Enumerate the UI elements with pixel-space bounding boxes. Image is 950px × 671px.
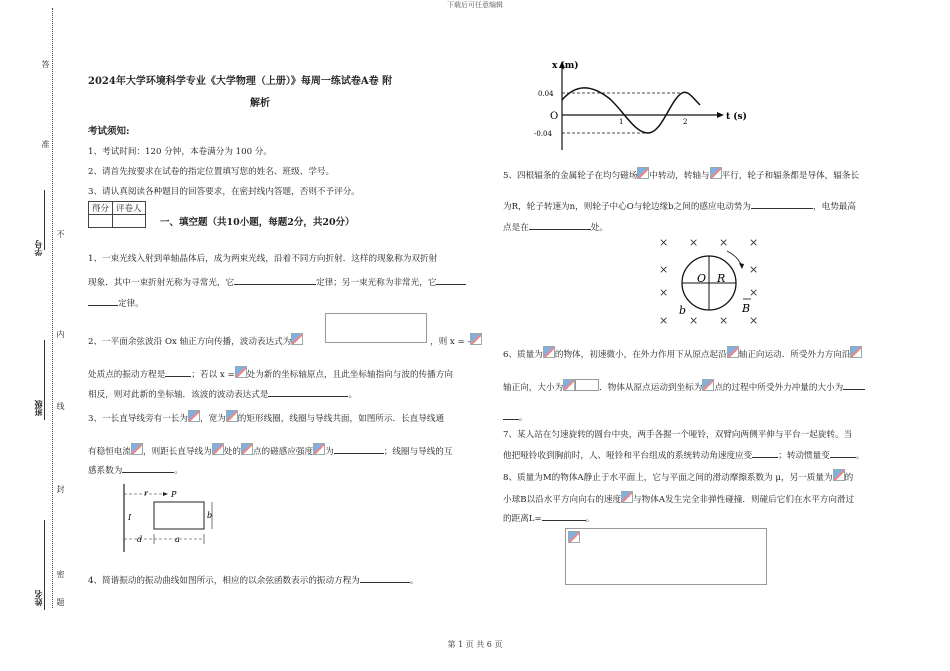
- answer-blank[interactable]: [436, 276, 466, 285]
- svg-text:×: ×: [689, 314, 699, 327]
- margin-char: 线: [56, 402, 65, 410]
- margin-char: 内: [56, 330, 65, 338]
- graph-xtick-2: 2: [683, 118, 688, 126]
- margin-char: 封: [56, 485, 65, 493]
- q4-line: 4、简谐振动的振动曲线如图所示，相应的以余弦函数表示的振动方程为 。: [88, 576, 419, 586]
- svg-text:×: ×: [659, 263, 669, 276]
- B-label: B: [742, 302, 751, 315]
- formula-image: [543, 346, 555, 358]
- q8-line: 小球B以沿水平方向向右的速度 与物体A发生完全非弹性碰撞．则碰后它们在水平方向滑过: [503, 491, 854, 506]
- margin-char: 不: [56, 230, 65, 238]
- answer-blank[interactable]: [268, 388, 348, 397]
- b-label: b: [679, 304, 687, 317]
- q6-line: 轴正向，大小为 ．物体从原点运动到坐标为 点的过程中所受外力冲量的大小为: [503, 379, 865, 394]
- q1-line: 现象．其中一束折射光称为寻常光，它 定律；另一束光称为非常光，它: [88, 276, 466, 289]
- margin-char: 答: [41, 60, 50, 68]
- i-label: I: [128, 513, 132, 522]
- answer-blank[interactable]: [752, 449, 778, 458]
- d-label: d: [137, 535, 143, 544]
- graph-xtick-1: 1: [619, 118, 624, 126]
- page-title: 2024年大学环境科学专业《大学物理（上册）》每周一练试卷A卷 附: [88, 76, 393, 87]
- formula-image: [470, 333, 482, 345]
- q2-line: ，则 x = -: [430, 333, 482, 348]
- formula-image: [226, 410, 238, 422]
- formula-image: [235, 366, 247, 378]
- score-cell[interactable]: [89, 215, 113, 228]
- q3-line: 3、一长直导线旁有一长为 ，宽为 的矩形线圈，线圈与导线共面，如图所示．长直导线通: [88, 410, 444, 425]
- svg-text:×: ×: [749, 314, 759, 327]
- formula-image: [188, 410, 200, 422]
- q1-line: 1、一束光线入射到单轴晶体后，成为两束光线，沿着不同方向折射．这样的现象称为双折射: [88, 254, 438, 264]
- p-label: P: [171, 490, 177, 499]
- formula-image: [568, 531, 580, 543]
- formula-image: [727, 346, 739, 358]
- wheel-figure: [655, 233, 770, 329]
- q3-line: 有稳恒电流 ，则距长直导线为 处的 点的磁感应强度 为 ；线圈与导线的互: [88, 443, 453, 458]
- graph-ytick-pos: 0.04: [538, 90, 554, 98]
- svg-text:×: ×: [719, 314, 729, 327]
- answer-blank[interactable]: [122, 464, 174, 473]
- margin-char: 题: [56, 598, 65, 606]
- student-id-label: 学号: [33, 240, 43, 256]
- formula-image: [313, 443, 325, 455]
- score-header: 得分: [89, 202, 113, 215]
- formula-image: [710, 167, 722, 179]
- answer-blank[interactable]: [503, 411, 519, 420]
- grader-cell[interactable]: [113, 215, 146, 228]
- graph-ylabel: x (m): [552, 61, 579, 71]
- formula-image: [702, 379, 714, 391]
- margin-char: 准: [41, 140, 50, 148]
- svg-text:×: ×: [749, 263, 759, 276]
- wire-loop-figure: [110, 482, 230, 554]
- formula-image: [637, 167, 649, 179]
- q1-line: 定律。: [88, 297, 144, 310]
- notice-item: 1、考试时间：120 分钟，本卷满分为 100 分。: [88, 147, 272, 157]
- notice-item: 2、请首先按要求在试卷的指定位置填写您的姓名、班级、学号。: [88, 167, 335, 177]
- q5-line: 为R，轮子转速为n，则轮子中心O与轮边缘b之间的感应电动势为 ，电势最高: [503, 202, 856, 212]
- margin-char: 密: [56, 570, 65, 578]
- svg-text:×: ×: [659, 314, 669, 327]
- answer-blank[interactable]: [751, 200, 813, 209]
- page-title-cont: 解析: [250, 98, 270, 109]
- formula-image: [833, 469, 845, 481]
- b-label: b: [207, 511, 213, 520]
- name-label: 姓名: [33, 590, 43, 606]
- answer-blank[interactable]: [542, 512, 586, 521]
- class-label: 班级: [33, 400, 43, 416]
- page-number: 第 1 页 共 6 页: [447, 640, 503, 649]
- answer-image-box: [565, 528, 767, 585]
- answer-blank[interactable]: [843, 381, 865, 390]
- q6-line: 。: [503, 411, 528, 424]
- q5-line: 5、四根辐条的金属轮子在均匀磁场 中转动，转轴与 平行，轮子和辐条都是导体，辐条长: [503, 167, 859, 182]
- answer-blank[interactable]: [234, 276, 316, 285]
- q7-line: 7、某人站在匀速旋转的圆台中央，两手各握一个哑铃，双臂向两侧平伸与平台一起旋转。当: [503, 430, 853, 440]
- notice-item: 3、请认真阅读各种题目的回答要求，在密封线内答题，否则不予评分。: [88, 187, 360, 197]
- svg-text:×: ×: [659, 286, 669, 299]
- answer-blank[interactable]: [88, 297, 118, 306]
- q3-line: 感系数为 。: [88, 466, 183, 476]
- r-label: r: [144, 489, 148, 498]
- graph-origin: O: [550, 111, 559, 122]
- q7-line: 他把哑铃收到胸前时，人、哑铃和平台组成的系统转动角速度应变 ；转动惯量变 。: [503, 451, 865, 461]
- formula-image: [563, 379, 575, 391]
- formula-image: [212, 443, 224, 455]
- grader-header: 评卷人: [113, 202, 146, 215]
- answer-blank[interactable]: [334, 445, 384, 454]
- svg-text:×: ×: [749, 286, 759, 299]
- formula-image: [621, 491, 633, 503]
- formula-image: [241, 443, 253, 455]
- graph-ytick-neg: -0.04: [534, 130, 552, 138]
- notice-heading: 考试须知:: [88, 126, 130, 137]
- svg-text:×: ×: [719, 236, 729, 249]
- o-label: O: [697, 272, 707, 285]
- answer-blank[interactable]: [529, 221, 591, 230]
- header-note: 下载后可任意编辑: [447, 1, 503, 9]
- svg-text:×: ×: [689, 236, 699, 249]
- q2-line: 处质点的振动方程是 ；若以 x = 处为新的坐标轴原点，且此坐标轴指向与波的传播方向: [88, 366, 453, 381]
- answer-blank[interactable]: [830, 449, 856, 458]
- formula-box: [325, 313, 427, 343]
- formula-image: [850, 346, 862, 358]
- svg-text:×: ×: [749, 236, 759, 249]
- svg-text:×: ×: [659, 236, 669, 249]
- r-label: R: [717, 272, 726, 285]
- q2-line: 2、一平面余弦波沿 Ox 轴正方向传播，波动表达式为: [88, 333, 303, 348]
- q8-line: 8、质量为M的物体A静止于水平面上，它与平面之间的滑动摩擦系数为 μ，另一质量为 的: [503, 469, 853, 484]
- oscillation-graph: [530, 55, 790, 155]
- answer-blank[interactable]: [165, 368, 191, 377]
- q5-line: 点是在 处。: [503, 223, 608, 233]
- q2-line: 相反，则对此新的坐标轴．该波的波动表达式是 。: [88, 390, 358, 400]
- formula-image: [291, 333, 303, 345]
- formula-image: [131, 443, 143, 455]
- graph-xlabel: t (s): [726, 112, 747, 122]
- q6-line: 6、质量为 的物体，初速微小，在外力作用下从原点起沿 轴正向运动．所受外力方向沿: [503, 346, 862, 361]
- score-table: [88, 201, 146, 228]
- a-label: a: [175, 535, 180, 544]
- answer-blank[interactable]: [360, 574, 410, 583]
- q8-line: 的距离L= 。: [503, 514, 595, 524]
- section-title: 一、填空题（共10小题，每题2分，共20分）: [160, 217, 355, 228]
